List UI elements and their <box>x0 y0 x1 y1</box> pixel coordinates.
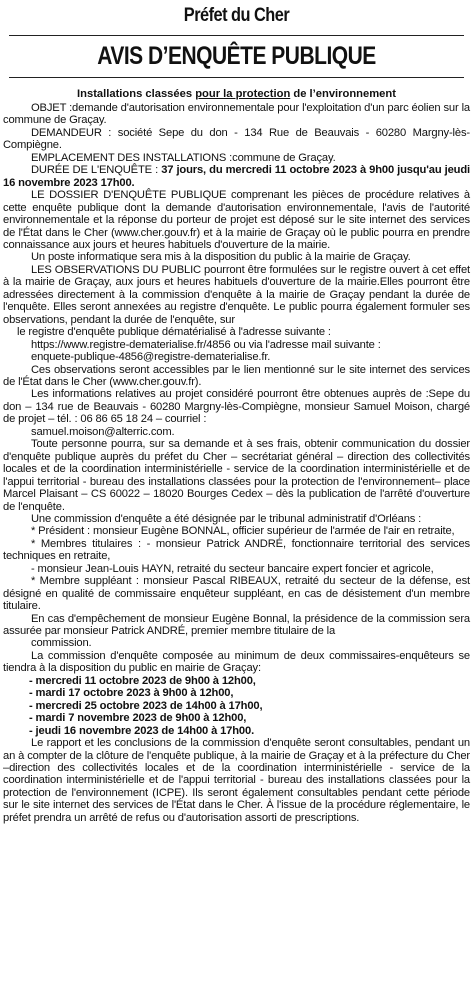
subtitle-underlined: pour la protection <box>195 88 291 100</box>
empechement-paragraph: En cas d'empêchement de monsieur Eugène Bonnal, la présidence de la commission sera assurée par monsieur Patrick ANDRÉ, premier membre titulaire de la <box>3 612 470 638</box>
accessibles-paragraph: Ces observations seront accessibles par le lien mentionné sur le site internet des services de l'État dans le Cher (www.cher.gouv.fr). <box>3 363 470 388</box>
poste-paragraph: Un poste informatique sera mis à la disposition du public à la mairie de Graçay. <box>31 251 411 264</box>
notice-title: AVIS D’ENQUÊTE PUBLIQUE <box>97 42 376 70</box>
registre-mail-line: enquete-publique-4856@registre-dematerialise.fr. <box>31 351 271 364</box>
hayn-paragraph: - monsieur Jean-Louis HAYN, retraité du secteur bancaire expert foncier et agricole, <box>31 562 434 575</box>
informations-paragraph: Les informations relatives au projet considéré pourront être obtenues auprès de :Sepe du don – 134 rue de Beauvais - 60280 Margny-lès-Compiègne, monsieur Samuel Moison, chargé de projet – tél. : 06 86 65 18 24 – courriel : <box>3 388 470 426</box>
president-paragraph: * Président : monsieur Eugène BONNAL, officier supérieur de l'armée de l'air en retraite, <box>31 525 455 538</box>
schedule-item: - mercredi 25 octobre 2023 de 14h00 à 17h00, <box>29 699 263 712</box>
duree-value: 37 jours, du mercredi 11 octobre 2023 à 9h00 jusqu'au jeudi 16 novembre 2023 17h00. <box>3 164 470 189</box>
schedule-item: - mardi 17 octobre 2023 à 9h00 à 12h00, <box>29 687 234 700</box>
conclusion-paragraph: Le rapport et les conclusions de la commission d'enquête seront consultables, pendant un an à compter de la clôture de l'enquête publique, à la mairie de Graçay et à la préfecture du Cher –direction des collectivités locales et de la coordination interministérielle - service de la coordination interministérielle et de l'appui territorial - bureau des installations classées pour la protection de l'environnement (ICPE). Ils seront également consultables pendant cette période sur le site internet des services de l'État dans le Cher. À l'issue de la procédure réglementaire, le préfet prendra un arrêté de refus ou d'autorisation assorti de prescriptions. <box>3 737 470 824</box>
demandeur-paragraph: DEMANDEUR : société Sepe du don - 134 Rue de Beauvais - 60280 Margny-lès-Compiègne. <box>3 126 470 152</box>
notice-body <box>3 102 470 824</box>
registre-url-line: https://www.registre-dematerialise.fr/4856 ou via l'adresse mail suivante : <box>31 338 381 351</box>
duree-label: DURÉE DE L'ENQUÊTE : <box>31 164 162 177</box>
issuing-authority: Préfet du Cher <box>183 5 290 26</box>
commission-paragraph: Une commission d'enquête a été désignée par le tribunal administratif d'Orléans : <box>31 512 422 525</box>
communication-paragraph: Toute personne pourra, sur sa demande et à ses frais, obtenir communication du dossier d'enquête publique auprès du préfet du Cher – secrétariat général – direction des collectivités locales et de la coordination interministérielle - service de la coordination interministérielle et de l'appui territorial - bureau des installations classées pour la protection de l'environnement– place Marcel Plaisant – CS 60022 – 18020 Bourges Cedex – dès la publication de l'arrêté d'ouverture de l'enquête. <box>3 438 470 513</box>
schedule-item: - mardi 7 novembre 2023 de 9h00 à 12h00, <box>29 712 247 725</box>
title-divider <box>9 77 464 78</box>
registre-line: le registre d'enquête publique dématérialisé à l'adresse suivante : <box>17 326 331 339</box>
suppleant-paragraph: * Membre suppléant : monsieur Pascal RIBEAUX, retraité du secteur de la défense, est désigné en qualité de commissaire enquêteur suppléant, en cas de désistement d'un membre titulaire. <box>3 575 470 613</box>
subtitle-part: Installations classées <box>77 88 196 100</box>
notice-subtitle <box>3 87 470 101</box>
permanences-paragraph: La commission d'enquête composée au minimum de deux commissaires-enquêteurs se tiendra à la disposition du public en mairie de Graçay: <box>3 649 470 675</box>
courriel-line: samuel.moison@alterric.com. <box>31 425 175 438</box>
empechement-end: commission. <box>31 637 92 650</box>
observations-paragraph: LES OBSERVATIONS DU PUBLIC pourront être formulées sur le registre ouvert à cet effet à la mairie de Graçay, aux jours et heures habituels d'ouverture de la mairie.Elles pourront être adressées directement à la commission d'enquête à la mairie de Graçay pendant la durée de l'enquête. Elles seront annexées au registre d'enquête. Le public pourra également formuler ses observations, pendant la durée de l'enquête, sur <box>3 263 470 326</box>
emplacement-paragraph: EMPLACEMENT DES INSTALLATIONS :commune de Graçay. <box>31 151 336 164</box>
schedule-item: - mercredi 11 octobre 2023 de 9h00 à 12h00, <box>29 674 256 687</box>
duree-paragraph <box>3 164 470 189</box>
dossier-paragraph: LE DOSSIER D'ENQUÊTE PUBLIQUE comprenant les pièces de procédure relatives à cette enquête publique dont la demande d'autorisation environnementale, l'avis de l'autorité environnementale et la réponse du porteur de projet est déposé sur le site internet des services de l'État dans le Cher (www.cher.gouv.fr) et à la mairie de Graçay où le public pourra en prendre connaissance aux jours et heures habituels d'ouverture de la mairie. <box>3 189 470 251</box>
header-divider <box>9 35 464 36</box>
objet-paragraph: OBJET :demande d'autorisation environnementale pour l'exploitation d'un parc éolien sur la commune de Graçay. <box>3 102 470 127</box>
schedule-item: - jeudi 16 novembre 2023 de 14h00 à 17h00. <box>29 724 255 737</box>
subtitle-part: de l’environnement <box>290 88 396 100</box>
membres-paragraph: * Membres titulaires : - monsieur Patrick ANDRÉ, fonctionnaire territorial des services techniques en retraite, <box>3 537 470 563</box>
public-notice <box>0 4 473 1000</box>
